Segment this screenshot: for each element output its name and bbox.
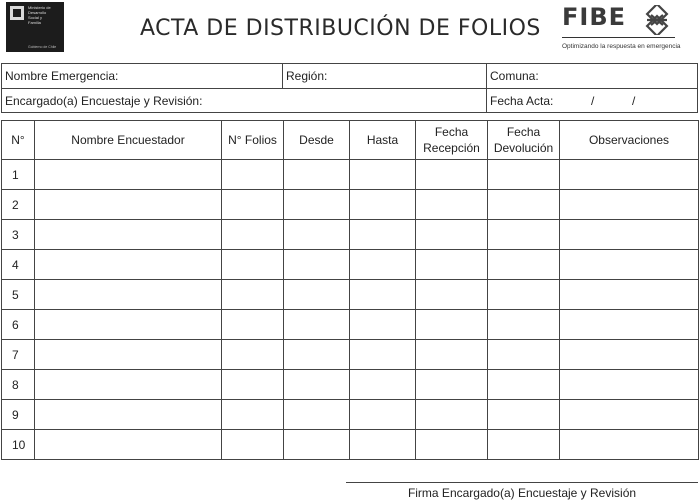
from-cell[interactable] xyxy=(284,220,350,250)
table-row xyxy=(2,310,699,340)
fibe-mark-icon xyxy=(642,5,672,35)
surveyor-name-cell[interactable] xyxy=(35,340,222,370)
reception-date-cell[interactable] xyxy=(416,250,488,280)
folio-count-cell[interactable] xyxy=(222,160,284,190)
government-emblem-icon xyxy=(10,6,24,20)
column-header-surveyor-name: Nombre Encuestador xyxy=(35,121,222,160)
column-header-to: Hasta xyxy=(350,121,416,160)
return-date-cell[interactable] xyxy=(488,310,560,340)
table-row xyxy=(2,400,699,430)
column-header-observations: Observaciones xyxy=(560,121,699,160)
surveyor-name-cell[interactable] xyxy=(35,280,222,310)
info-divider-vertical xyxy=(282,64,283,88)
ministry-name: Ministerio de Desarrollo Social y Familia xyxy=(28,5,51,25)
table-row xyxy=(2,340,699,370)
to-cell[interactable] xyxy=(350,340,416,370)
government-label: Gobierno de Chile xyxy=(28,45,57,49)
folio-count-cell[interactable] xyxy=(222,370,284,400)
observations-cell[interactable] xyxy=(560,400,699,430)
surveyor-name-cell[interactable] xyxy=(35,310,222,340)
folio-count-cell[interactable] xyxy=(222,280,284,310)
surveyor-name-cell[interactable] xyxy=(35,190,222,220)
to-cell[interactable] xyxy=(350,220,416,250)
date-separator: / xyxy=(632,94,636,108)
return-date-cell[interactable] xyxy=(488,340,560,370)
to-cell[interactable] xyxy=(350,190,416,220)
reception-date-cell[interactable] xyxy=(416,190,488,220)
return-date-cell[interactable] xyxy=(488,430,560,460)
to-cell[interactable] xyxy=(350,280,416,310)
return-date-cell[interactable] xyxy=(488,160,560,190)
folio-count-cell[interactable] xyxy=(222,400,284,430)
return-date-cell[interactable] xyxy=(488,400,560,430)
info-divider xyxy=(2,88,697,89)
commune-field[interactable]: Comuna: xyxy=(490,69,539,83)
folio-count-cell[interactable] xyxy=(222,340,284,370)
reception-date-cell[interactable] xyxy=(416,430,488,460)
surveyor-name-cell[interactable] xyxy=(35,430,222,460)
to-cell[interactable] xyxy=(350,430,416,460)
fibe-divider xyxy=(562,37,675,38)
surveyor-name-cell[interactable] xyxy=(35,370,222,400)
table-row xyxy=(2,220,699,250)
ministry-logo xyxy=(6,2,64,52)
reception-date-cell[interactable] xyxy=(416,340,488,370)
supervisor-field[interactable]: Encargado(a) Encuestaje y Revisión: xyxy=(5,94,203,108)
return-date-cell[interactable] xyxy=(488,250,560,280)
table-row xyxy=(2,280,699,310)
observations-cell[interactable] xyxy=(560,430,699,460)
from-cell[interactable] xyxy=(284,280,350,310)
reception-date-cell[interactable] xyxy=(416,310,488,340)
fibe-wordmark: FIBE xyxy=(562,3,627,31)
row-number: 4 xyxy=(2,250,35,280)
row-number: 8 xyxy=(2,370,35,400)
table-header-row xyxy=(2,121,699,160)
page-title: ACTA DE DISTRIBUCIÓN DE FOLIOS xyxy=(140,16,541,41)
row-number: 6 xyxy=(2,310,35,340)
to-cell[interactable] xyxy=(350,250,416,280)
record-date-field[interactable]: Fecha Acta: xyxy=(490,94,554,108)
reception-date-cell[interactable] xyxy=(416,160,488,190)
return-date-cell[interactable] xyxy=(488,280,560,310)
folio-count-cell[interactable] xyxy=(222,220,284,250)
to-cell[interactable] xyxy=(350,310,416,340)
to-cell[interactable] xyxy=(350,370,416,400)
from-cell[interactable] xyxy=(284,250,350,280)
folio-distribution-table xyxy=(1,120,699,460)
row-number: 3 xyxy=(2,220,35,250)
info-block xyxy=(1,63,698,113)
return-date-cell[interactable] xyxy=(488,220,560,250)
fibe-tagline: Optimizando la respuesta en emergencia xyxy=(562,43,681,50)
folio-count-cell[interactable] xyxy=(222,250,284,280)
column-header-folio-count: N° Folios xyxy=(222,121,284,160)
reception-date-cell[interactable] xyxy=(416,400,488,430)
column-header-return-date: Fecha Devolución xyxy=(488,121,560,160)
surveyor-name-cell[interactable] xyxy=(35,160,222,190)
table-row xyxy=(2,160,699,190)
reception-date-cell[interactable] xyxy=(416,220,488,250)
observations-cell[interactable] xyxy=(560,160,699,190)
table-row xyxy=(2,430,699,460)
surveyor-name-cell[interactable] xyxy=(35,220,222,250)
folio-count-cell[interactable] xyxy=(222,310,284,340)
region-field[interactable]: Región: xyxy=(286,69,328,83)
signature-line xyxy=(346,482,698,483)
date-separator: / xyxy=(591,94,595,108)
reception-date-cell[interactable] xyxy=(416,280,488,310)
table-row xyxy=(2,190,699,220)
from-cell[interactable] xyxy=(284,310,350,340)
row-number: 5 xyxy=(2,280,35,310)
column-header-number: N° xyxy=(2,121,35,160)
to-cell[interactable] xyxy=(350,160,416,190)
column-header-reception-date: Fecha Recepción xyxy=(416,121,488,160)
row-number: 9 xyxy=(2,400,35,430)
return-date-cell[interactable] xyxy=(488,370,560,400)
to-cell[interactable] xyxy=(350,400,416,430)
row-number: 1 xyxy=(2,160,35,190)
row-number: 7 xyxy=(2,340,35,370)
table-row xyxy=(2,250,699,280)
observations-cell[interactable] xyxy=(560,370,699,400)
observations-cell[interactable] xyxy=(560,220,699,250)
reception-date-cell[interactable] xyxy=(416,370,488,400)
from-cell[interactable] xyxy=(284,160,350,190)
from-cell[interactable] xyxy=(284,370,350,400)
from-cell[interactable] xyxy=(284,340,350,370)
observations-cell[interactable] xyxy=(560,250,699,280)
folio-count-cell[interactable] xyxy=(222,430,284,460)
observations-cell[interactable] xyxy=(560,190,699,220)
surveyor-name-cell[interactable] xyxy=(35,400,222,430)
from-cell[interactable] xyxy=(284,400,350,430)
row-number: 2 xyxy=(2,190,35,220)
observations-cell[interactable] xyxy=(560,280,699,310)
return-date-cell[interactable] xyxy=(488,190,560,220)
observations-cell[interactable] xyxy=(560,310,699,340)
signature-label: Firma Encargado(a) Encuestaje y Revisión xyxy=(407,486,637,500)
from-cell[interactable] xyxy=(284,430,350,460)
folio-count-cell[interactable] xyxy=(222,190,284,220)
row-number: 10 xyxy=(2,430,35,460)
column-header-from: Desde xyxy=(284,121,350,160)
from-cell[interactable] xyxy=(284,190,350,220)
table-row xyxy=(2,370,699,400)
observations-cell[interactable] xyxy=(560,340,699,370)
emergency-name-field[interactable]: Nombre Emergencia: xyxy=(5,69,119,83)
surveyor-name-cell[interactable] xyxy=(35,250,222,280)
info-divider-vertical xyxy=(486,64,487,113)
fibe-logo xyxy=(562,3,682,55)
